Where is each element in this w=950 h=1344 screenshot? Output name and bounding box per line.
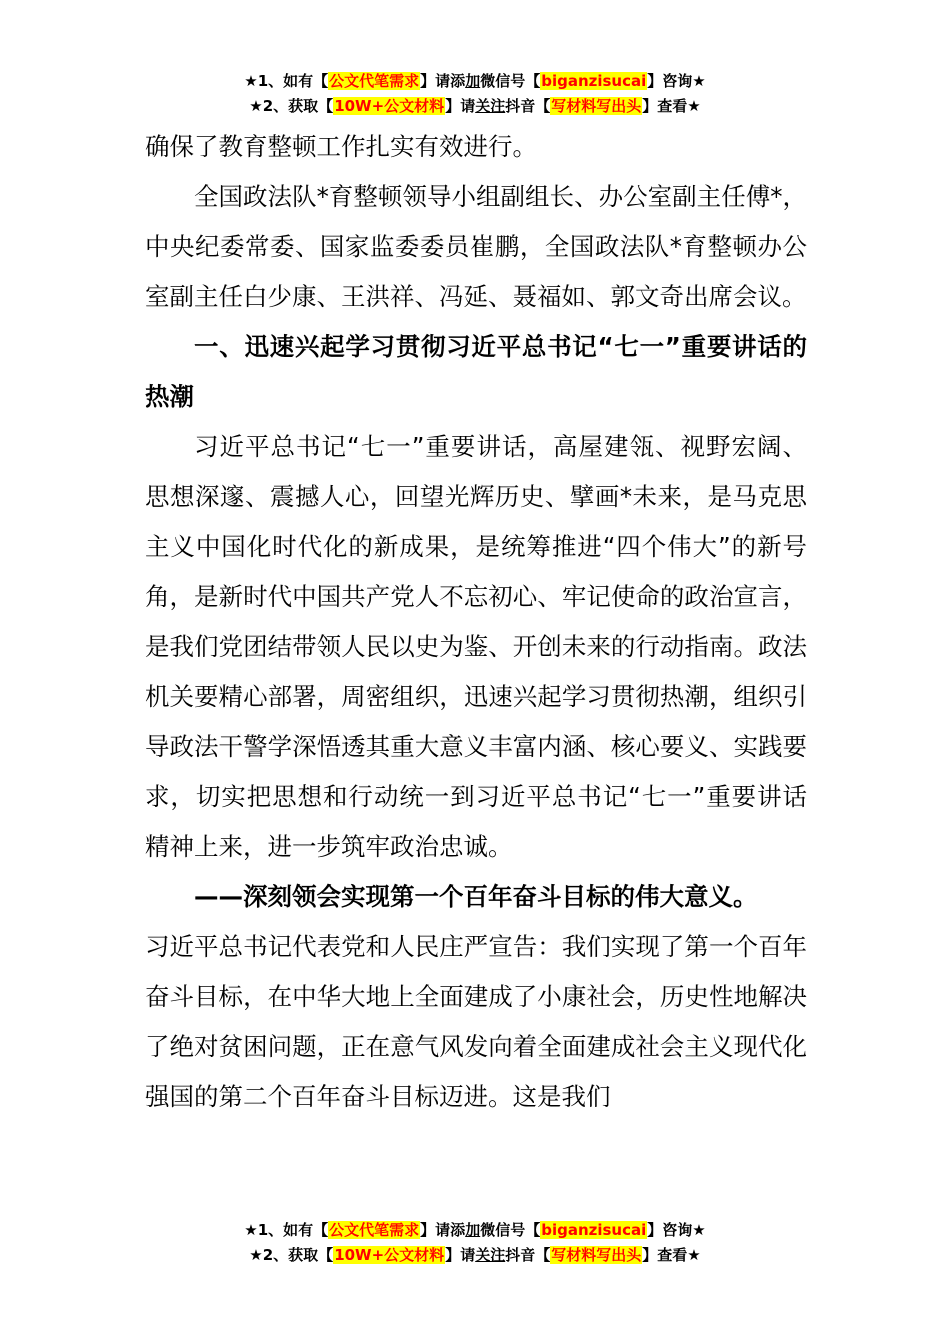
promo-text: 】请添: [420, 72, 466, 90]
promo-text: 抖音【: [505, 1246, 551, 1264]
paragraph: 习近平总书记“七一”重要讲话，高屋建瓴、视野宏阔、思想深邃、震撼人心，回望光辉历史、擘画*未来，是马克思主义中国化时代化的新成果，是统筹推进“四个伟大”的新号角，是新时代中国共产党人不忘初心、牢记使命的政治宣言，是我们党团结带领人民以史为鉴、开创未来的行动指南。政法机关要精心部署，周密组织，迅速兴起学习贯彻热潮，组织引导政法干警学深悟透其重大意义丰富内涵、核心要义、实践要求，切实把思想和行动统一到习近平总书记“七一”重要讲话精神上来，进一步筑牢政治忠诚。: [145, 432, 807, 861]
promo-text: ★1、如有【: [244, 1221, 329, 1239]
promo-text: 】请添: [420, 1221, 466, 1239]
promo-text: 微信号【: [480, 72, 541, 90]
promo-highlight: 公文代笔需求: [329, 72, 420, 90]
promo-underlined: 加: [465, 72, 481, 90]
promo-underlined: 关注: [475, 1246, 506, 1264]
promo-highlight: 10W+公文材料: [334, 97, 445, 115]
document-body: [145, 122, 807, 1122]
promo-text: 】查看★: [642, 1246, 701, 1264]
paragraph: 确保了教育整顿工作扎实有效进行。: [145, 132, 537, 161]
paragraph: 习近平总书记代表党和人民庄严宣告：我们实现了第一个百年奋斗目标，在中华大地上全面建成了小康社会，历史性地解决了绝对贫困问题，正在意气风发向着全面建成社会主义现代化强国的第二个百年奋斗目标迈进。这是我们: [145, 932, 807, 1111]
promo-highlight: 10W+公文材料: [334, 1246, 445, 1264]
promo-highlight: biganzisucai: [541, 1221, 647, 1239]
promo-text: 微信号【: [480, 1221, 541, 1239]
promo-text: ★2、获取【: [249, 1246, 334, 1264]
promo-highlight: 写材料写出头: [551, 97, 642, 115]
promo-text: ★2、获取【: [249, 97, 334, 115]
paragraph: 全国政法队*育整顿领导小组副组长、办公室副主任傅*，中央纪委常委、国家监委委员崔鹏，全国政法队*育整顿办公室副主任白少康、王洪祥、冯延、聂福如、郭文奇出席会议。: [145, 182, 807, 311]
promo-text: 】咨询★: [647, 72, 706, 90]
promo-line-2: [0, 94, 950, 119]
promo-line-2: [0, 1243, 950, 1268]
promo-banner-top: [0, 69, 950, 119]
promo-banner-bottom: [0, 1218, 950, 1268]
section-heading: 一、迅速兴起学习贯彻习近平总书记“七一”重要讲话的热潮: [145, 332, 807, 411]
promo-highlight: biganzisucai: [541, 72, 647, 90]
promo-text: 】请: [445, 97, 476, 115]
promo-underlined: 关注: [475, 97, 506, 115]
promo-highlight: 公文代笔需求: [329, 1221, 420, 1239]
promo-text: 】查看★: [642, 97, 701, 115]
promo-line-1: [0, 1218, 950, 1243]
promo-text: 抖音【: [505, 97, 551, 115]
promo-text: 】请: [445, 1246, 476, 1264]
promo-text: 】咨询★: [647, 1221, 706, 1239]
promo-underlined: 加: [465, 1221, 481, 1239]
promo-text: ★1、如有【: [244, 72, 329, 90]
promo-line-1: [0, 69, 950, 94]
promo-highlight: 写材料写出头: [551, 1246, 642, 1264]
sub-heading: ——深刻领会实现第一个百年奋斗目标的伟大意义。: [194, 882, 758, 911]
